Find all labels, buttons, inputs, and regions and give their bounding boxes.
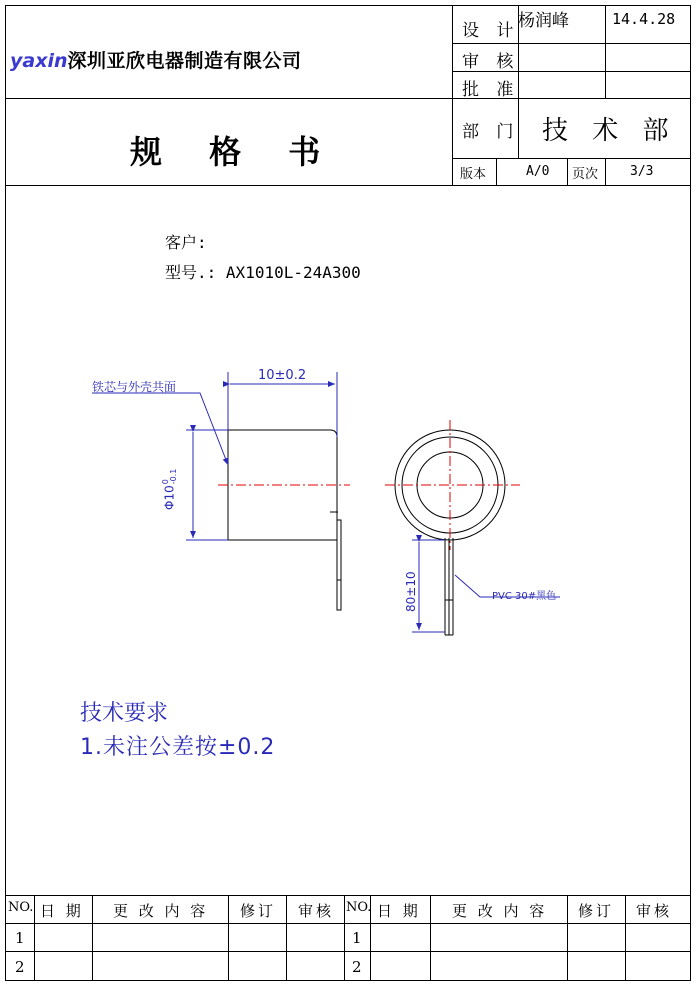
revision-header-revise-2: 修订 <box>578 902 615 920</box>
revision-header-review-2: 审核 <box>636 902 673 920</box>
front-view-lead-wire <box>445 538 453 635</box>
revision-table-top <box>5 895 691 896</box>
revision-col-5 <box>344 895 345 981</box>
lead-length-text: 80±10 <box>404 571 418 612</box>
diameter-tol-upper: 0 <box>161 479 170 485</box>
revision-header-review: 审核 <box>298 902 335 920</box>
revision-col-7 <box>430 895 431 981</box>
revision-col-9 <box>625 895 626 981</box>
revision-table-row-2 <box>5 951 691 952</box>
callout-text: 铁芯与外壳共面 <box>92 380 177 394</box>
revision-header-no-2: NO. <box>346 900 372 915</box>
model-label: 型号.: <box>165 263 217 282</box>
version-label: 版本 <box>460 167 487 182</box>
company-name-text: 深圳亚欣电器制造有限公司 <box>67 50 302 72</box>
revision-header-revise: 修订 <box>240 902 277 920</box>
revision-col-1 <box>34 895 35 981</box>
width-dimension-text: 10±0.2 <box>258 368 307 383</box>
signoff-name-design: 杨润峰 <box>518 11 569 31</box>
revision-col-8 <box>567 895 568 981</box>
model-value: AX1010L-24A300 <box>225 263 361 282</box>
revision-header-content: 更 改 内 容 <box>113 902 209 920</box>
page-label: 页次 <box>572 167 599 182</box>
wire-note-text: PVC 30#黑色 <box>492 591 557 602</box>
dept-label: 部 门 <box>462 122 520 142</box>
revision-header-content-2: 更 改 内 容 <box>452 902 548 920</box>
document-title: 规 格 书 <box>130 133 339 171</box>
signoff-date-design: 14.4.28 <box>612 10 676 28</box>
diameter-dimension-text <box>162 469 178 510</box>
side-view-lead-wire <box>337 520 341 610</box>
version-value: A/0 <box>526 164 550 179</box>
requirements-item-1: 1.未注公差按±0.2 <box>80 735 276 760</box>
diameter-tol-lower: -0.1 <box>169 468 178 485</box>
customer-label: 客户: <box>165 233 207 252</box>
revision-col-2 <box>92 895 93 981</box>
revision-header-date-2: 日 期 <box>377 902 421 920</box>
diameter-value: Φ10 <box>162 485 177 510</box>
revision-col-4 <box>286 895 287 981</box>
signoff-role-approve: 批 准 <box>462 80 520 100</box>
dept-value: 技 术 部 <box>542 116 677 146</box>
revision-row-no: 2 <box>15 958 28 976</box>
revision-row-no: 1 <box>352 929 365 947</box>
revision-row-no: 1 <box>15 929 28 947</box>
signoff-role-review: 审 核 <box>462 52 520 72</box>
revision-header-date: 日 期 <box>40 902 84 920</box>
revision-row-no: 2 <box>352 958 365 976</box>
requirements-heading: 技术要求 <box>80 701 169 726</box>
brand-logo: yaxin <box>10 50 68 72</box>
callout-leader <box>92 393 228 465</box>
revision-header-no: NO. <box>8 900 34 915</box>
page-value: 3/3 <box>630 164 654 179</box>
revision-table-row-1 <box>5 923 691 924</box>
signoff-role-design: 设 计 <box>462 21 520 41</box>
revision-col-3 <box>228 895 229 981</box>
